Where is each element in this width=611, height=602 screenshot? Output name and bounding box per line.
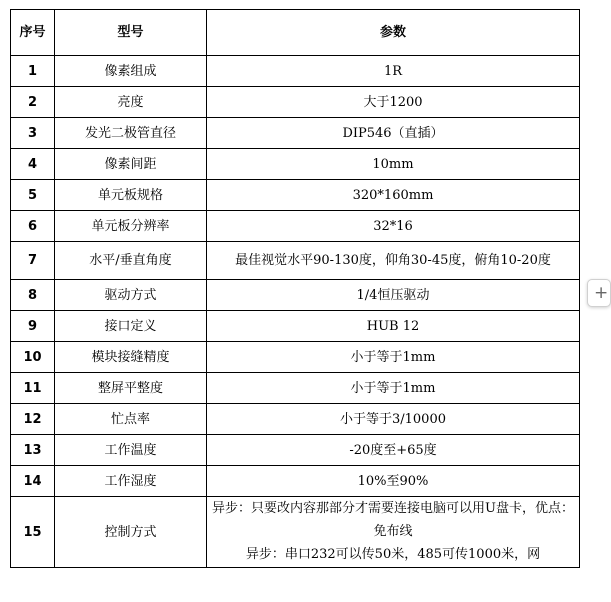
row-number: 3 — [11, 118, 55, 149]
row-model: 模块接缝精度 — [55, 342, 207, 373]
row-value-line: 异步：串口232可以传50米，485可传1000米，网 — [245, 547, 541, 562]
row-model: 工作温度 — [55, 435, 207, 466]
table-row — [11, 118, 580, 149]
row-number: 11 — [11, 373, 55, 404]
row-number: 9 — [11, 311, 55, 342]
header-model: 型号 — [55, 10, 207, 56]
row-number: 15 — [11, 497, 55, 568]
row-number: 14 — [11, 466, 55, 497]
table-row — [11, 180, 580, 211]
row-model: 接口定义 — [55, 311, 207, 342]
row-number: 13 — [11, 435, 55, 466]
row-number: 2 — [11, 87, 55, 118]
row-number: 12 — [11, 404, 55, 435]
table-row — [11, 242, 580, 280]
table-row — [11, 149, 580, 180]
row-value: 1/4恒压驱动 — [207, 280, 580, 311]
row-number: 10 — [11, 342, 55, 373]
row-model: 驱动方式 — [55, 280, 207, 311]
table-row — [11, 373, 580, 404]
row-value-text — [210, 497, 576, 567]
row-model: 单元板分辨率 — [55, 211, 207, 242]
row-value-line: 异步：只要改内容那部分才需要连接电脑可以用U盘卡，优点：免布线 — [212, 501, 574, 539]
add-button[interactable]: + — [587, 279, 611, 307]
table-row — [11, 497, 580, 568]
row-value: 小于等于3/10000 — [207, 404, 580, 435]
header-row — [11, 10, 580, 56]
table-row — [11, 280, 580, 311]
row-model: 发光二极管直径 — [55, 118, 207, 149]
row-model: 亮度 — [55, 87, 207, 118]
table-row — [11, 56, 580, 87]
row-value: 大于1200 — [207, 87, 580, 118]
header-index: 序号 — [11, 10, 55, 56]
table-row — [11, 342, 580, 373]
table-row — [11, 87, 580, 118]
table-row — [11, 311, 580, 342]
row-value: -20度至+65度 — [207, 435, 580, 466]
row-value: 10mm — [207, 149, 580, 180]
row-model: 单元板规格 — [55, 180, 207, 211]
row-value — [207, 497, 580, 568]
row-value: DIP546（直插） — [207, 118, 580, 149]
spec-table — [10, 9, 580, 568]
table-row — [11, 435, 580, 466]
row-number: 8 — [11, 280, 55, 311]
row-model: 像素组成 — [55, 56, 207, 87]
row-model: 忙点率 — [55, 404, 207, 435]
row-model: 控制方式 — [55, 497, 207, 568]
row-number: 4 — [11, 149, 55, 180]
row-number: 1 — [11, 56, 55, 87]
header-params: 参数 — [207, 10, 580, 56]
row-model: 工作湿度 — [55, 466, 207, 497]
row-model: 整屏平整度 — [55, 373, 207, 404]
row-number: 6 — [11, 211, 55, 242]
row-number: 5 — [11, 180, 55, 211]
row-number: 7 — [11, 242, 55, 280]
row-value: 10%至90% — [207, 466, 580, 497]
row-model: 像素间距 — [55, 149, 207, 180]
row-model: 水平/垂直角度 — [55, 242, 207, 280]
row-value: 小于等于1mm — [207, 373, 580, 404]
row-value: 1R — [207, 56, 580, 87]
row-value: 32*16 — [207, 211, 580, 242]
row-value: 320*160mm — [207, 180, 580, 211]
row-value: 小于等于1mm — [207, 342, 580, 373]
row-value: HUB 12 — [207, 311, 580, 342]
row-value: 最佳视觉水平90-130度，仰角30-45度，俯角10-20度 — [207, 242, 580, 280]
table-row — [11, 466, 580, 497]
table-row — [11, 211, 580, 242]
table-row — [11, 404, 580, 435]
